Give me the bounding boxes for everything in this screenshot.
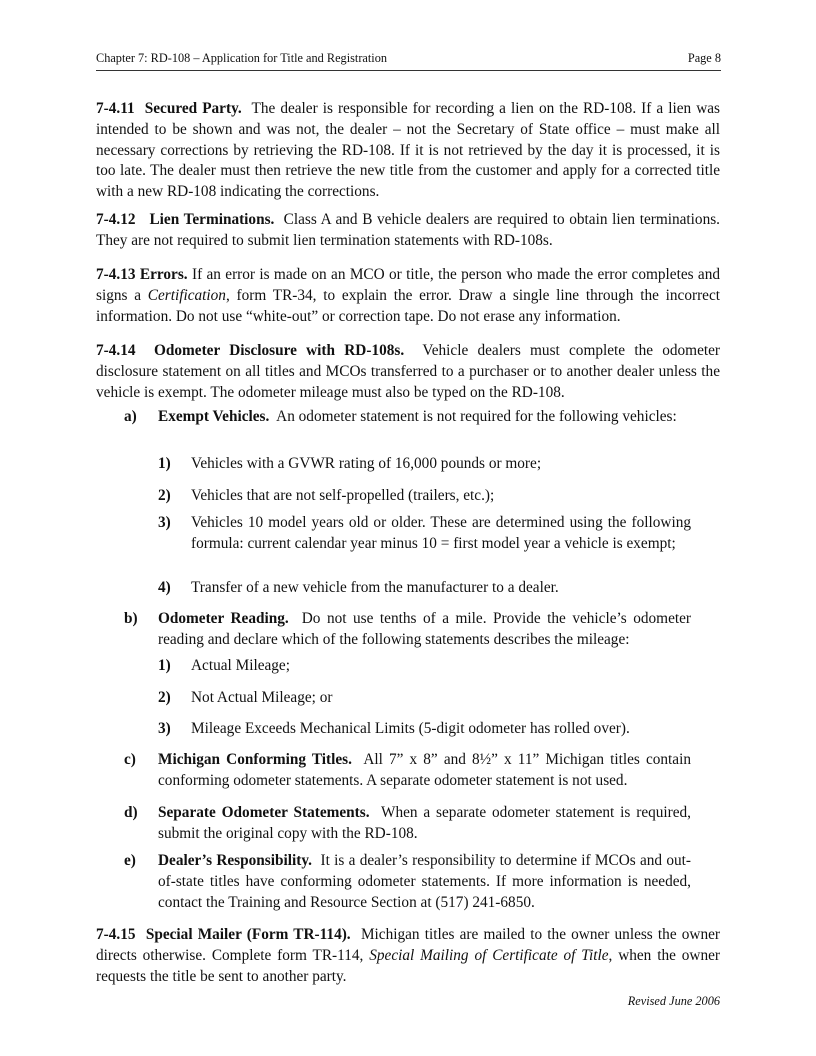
item-heading: Odometer Reading. [158,610,289,627]
section-heading: Lien Terminations. [149,211,275,228]
sub-item-text: Vehicles that are not self-propelled (trailers, etc.); [191,487,495,504]
item-body: When a separate odometer statement is required, submit the original copy with the RD-108. [158,804,692,842]
section-number: 7-4.15 [96,926,136,943]
item-body: An odometer statement is not required for the following vehicles: [276,408,677,425]
revision-date: Revised June 2006 [627,994,720,1008]
sub-item-text: Actual Mileage; [191,657,290,674]
sub-item-text: Mileage Exceeds Mechanical Limits (5-digit odometer has rolled over). [191,720,630,737]
section-body: Vehicle dealers must complete the odometer disclosure statement on all titles and MCOs transferred to a purchaser or to another dealer unless the vehicle is exempt. The odometer mileage must also be typed on the RD-108. [96,342,721,401]
sub-item [158,513,691,555]
item-heading: Michigan Conforming Titles. [158,751,352,768]
sub-item-text: Transfer of a new vehicle from the manufacturer to a dealer. [191,579,559,596]
sub-item-label: 1) [158,657,171,674]
section-body: The dealer is responsible for recording a lien on the RD-108. If a lien was intended to be shown and was not, the dealer – not the Secretary of State office – must make all necessary corrections by retrieving the RD-108. If it is not retrieved by the day it is processed, it is too late. The dealer must then retrieve the new title from the customer and apply for a corrected title with a new RD-108 indicating the corrections. [96,100,720,201]
section-number: 7-4.14 [96,342,136,359]
sub-item-label: 4) [158,579,171,596]
sub-item-label: 1) [158,455,171,472]
item-body: Do not use tenths of a mile. Provide the vehicle’s odometer reading and declare which of the following statements describes the mileage: [158,610,691,648]
form-title: Special Mailing of Certificate of Title [369,946,609,964]
item-label: a) [124,408,137,425]
sub-item [158,454,691,475]
sub-item-label: 2) [158,689,171,706]
section-heading: Special Mailer (Form TR-114). [145,926,351,943]
sub-item-label: 2) [158,487,171,504]
section-heading: Odometer Disclosure with RD-108s. [153,342,405,359]
section-7-4-14 [96,341,720,403]
sub-item [158,688,691,709]
sub-item-text: Vehicles with a GVWR rating of 16,000 pounds or more; [191,455,542,472]
item-heading: Dealer’s Responsibility. [158,852,312,869]
sub-item-label: 3) [158,514,171,531]
sub-item [158,656,691,677]
section-heading: Secured Party. [144,100,242,117]
sub-item [158,578,691,599]
page-header [96,51,721,71]
page-number: Page 8 [687,51,721,65]
item-heading: Separate Odometer Statements. [158,804,370,821]
section-number: 7-4.13 [96,266,136,283]
section-body-pre: Michigan titles are mailed to the owner unless the owner directs otherwise. Complete form TR-114, [96,926,720,964]
sub-item-text: Vehicles 10 model years old or older. These are determined using the following formula: current calendar year minus 10 = first model year a vehicle is exempt; [191,514,691,552]
item-label: d) [124,804,138,821]
section-7-4-11 [96,99,720,203]
list-item-d [124,803,691,845]
list-item-b [124,609,691,651]
sub-item [158,719,691,740]
item-body: It is a dealer’s responsibility to determine if MCOs and out-of-state titles have conforming odometer statements. If more information is needed, contact the Training and Resource Section at (517) 241-6850. [158,852,691,911]
chapter-title: Chapter 7: RD-108 – Application for Title and Registration [96,51,387,65]
section-number: 7-4.12 [96,211,136,228]
section-body-post: , form TR-34, to explain the error. Draw a single line through the incorrect information. Do not use “white-out” or correction tape. Do not erase any information. [96,286,720,325]
list-item-c [124,750,691,792]
item-label: b) [124,610,138,627]
list-item-e [124,851,691,913]
section-7-4-13 [96,265,720,327]
sub-item-label: 3) [158,720,171,737]
item-label: e) [124,852,136,869]
section-number: 7-4.11 [96,100,135,117]
section-body-pre: If an error is made on an MCO or title, the person who made the error completes and signs a [96,266,720,304]
item-label: c) [124,751,136,768]
sub-item-text: Not Actual Mileage; or [191,689,333,706]
section-7-4-15 [96,925,720,987]
item-heading: Exempt Vehicles. [158,408,270,425]
section-heading: Errors. [139,266,188,283]
item-body: All 7” x 8” and 8½” x 11” Michigan titles contain conforming odometer statements. A separate odometer statement is not used. [158,751,691,789]
section-body-post: , when the owner requests the title be sent to another party. [96,946,720,985]
sub-item [158,486,691,507]
certification-form-name: Certification [147,286,226,304]
list-item-a [124,407,691,428]
section-7-4-12 [96,210,720,252]
section-body: Class A and B vehicle dealers are required to obtain lien terminations. They are not required to submit lien termination statements with RD-108s. [96,211,721,249]
